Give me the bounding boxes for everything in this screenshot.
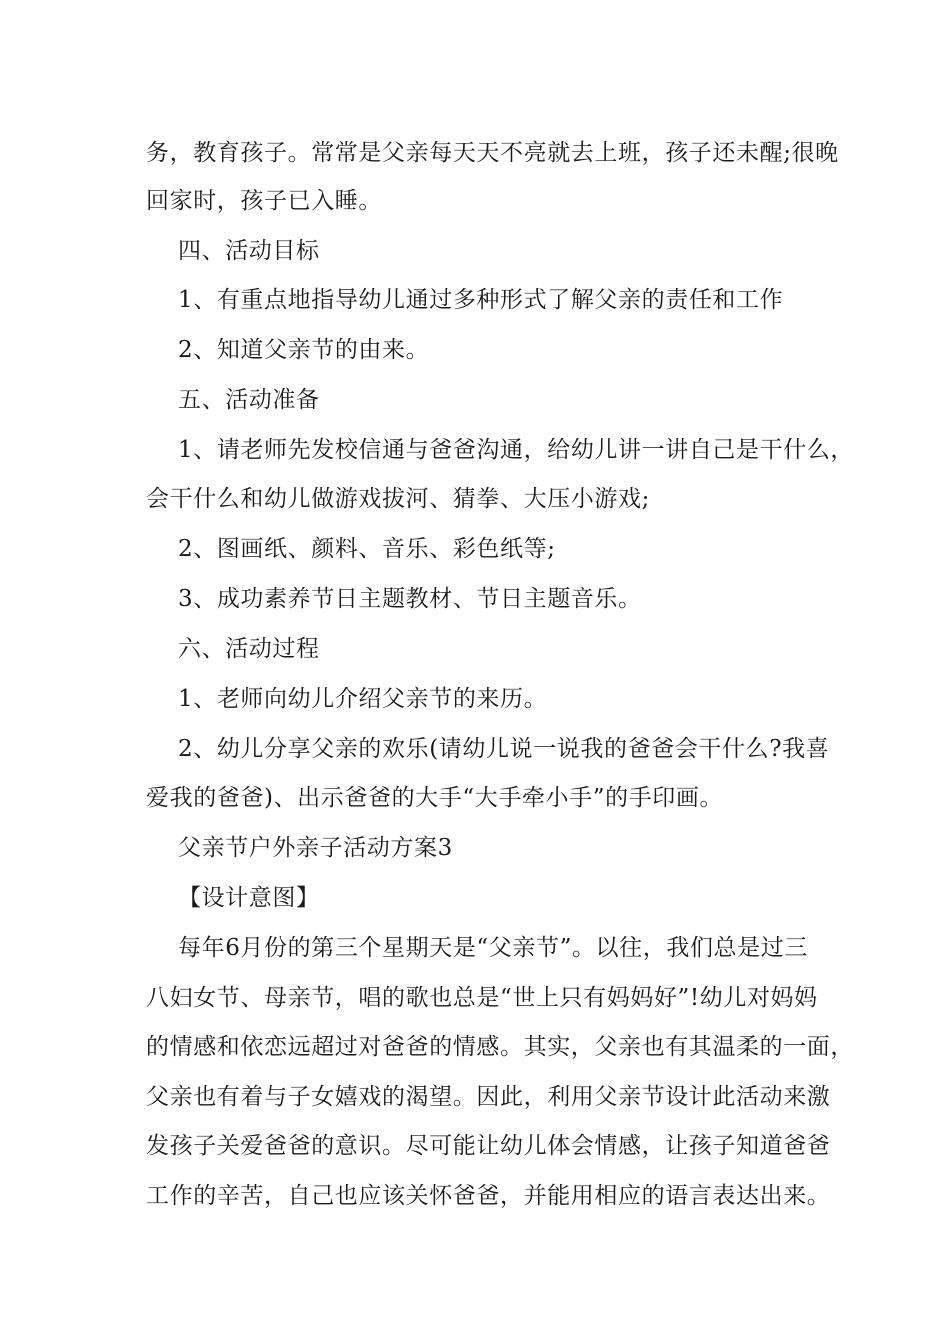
list-item: 3、成功素养节日主题教材、节日主题音乐。	[178, 586, 642, 612]
paragraph-line: 发孩子关爱爸爸的意识。尽可能让幼儿体会情感，让孩子知道爸爸	[146, 1133, 831, 1159]
list-item-continuation: 爱我的爸爸)、出示爸爸的大手“大手牵小手”的手印画。	[146, 785, 724, 811]
section-heading-process: 六、活动过程	[178, 636, 320, 662]
list-item: 2、知道父亲节的由来。	[178, 337, 430, 363]
paragraph-line: 务，教育孩子。常常是父亲每天天不亮就去上班，孩子还未醒;很晚	[146, 140, 839, 166]
paragraph-line: 八妇女节、母亲节，唱的歌也总是“世上只有妈妈好”!幼儿对妈妈	[146, 985, 818, 1011]
paragraph-line: 父亲也有着与子女嬉戏的渴望。因此，利用父亲节设计此活动来激	[146, 1084, 831, 1110]
paragraph-line: 工作的辛苦，自己也应该关怀爸爸，并能用相应的语言表达出来。	[146, 1183, 831, 1209]
list-item: 2、幼儿分享父亲的欢乐(请幼儿说一说我的爸爸会干什么?我喜	[178, 736, 830, 762]
list-item: 1、有重点地指导幼儿通过多种形式了解父亲的责任和工作	[178, 287, 784, 313]
section-heading-goals: 四、活动目标	[178, 238, 320, 264]
section-heading-design: 【设计意图】	[178, 885, 320, 911]
list-item: 1、请老师先发校信通与爸爸沟通，给幼儿讲一讲自己是干什么，	[178, 437, 855, 463]
paragraph-line: 的情感和依恋远超过对爸爸的情感。其实，父亲也有其温柔的一面，	[146, 1034, 854, 1060]
list-item: 1、老师向幼儿介绍父亲节的来历。	[178, 686, 548, 712]
paragraph-line: 回家时，孩子已入睡。	[146, 188, 382, 214]
list-item-continuation: 会干什么和幼儿做游戏拔河、猜拳、大压小游戏;	[146, 486, 650, 512]
plan-title: 父亲节户外亲子活动方案3	[178, 835, 453, 861]
paragraph-line: 每年6月份的第三个星期天是“父亲节”。以往，我们总是过三	[178, 935, 808, 961]
list-item: 2、图画纸、颜料、音乐、彩色纸等;	[178, 536, 556, 562]
section-heading-preparation: 五、活动准备	[178, 387, 320, 413]
